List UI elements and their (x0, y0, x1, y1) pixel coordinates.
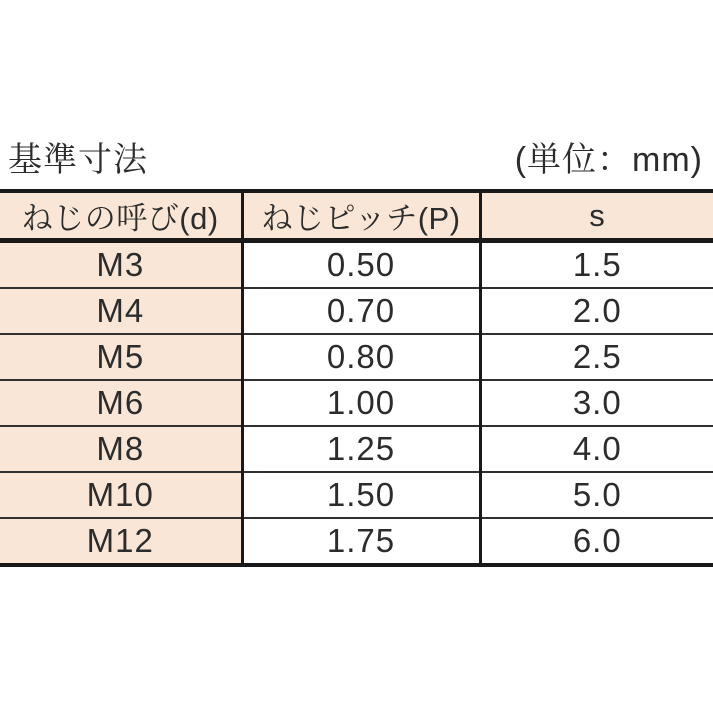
cell-s: 4.0 (480, 426, 713, 472)
cell-s: 5.0 (480, 472, 713, 518)
table-caption-row (8, 138, 703, 182)
cell-thread-size: M4 (0, 288, 242, 334)
table-row (0, 241, 713, 289)
cell-thread-size: M3 (0, 241, 242, 289)
table-row (0, 472, 713, 518)
table-row (0, 334, 713, 380)
table-row (0, 426, 713, 472)
table-row (0, 518, 713, 565)
unit-label: (単位：mm) (514, 141, 703, 179)
cell-s: 3.0 (480, 380, 713, 426)
table-title: 基準寸法 (8, 141, 148, 179)
table-row (0, 380, 713, 426)
column-header-pitch: ねじピッチ(P) (242, 191, 480, 241)
cell-thread-size: M10 (0, 472, 242, 518)
cell-pitch: 1.50 (242, 472, 480, 518)
cell-thread-size: M5 (0, 334, 242, 380)
cell-s: 1.5 (480, 241, 713, 289)
spec-table (0, 189, 713, 567)
cell-thread-size: M8 (0, 426, 242, 472)
table-row (0, 288, 713, 334)
cell-thread-size: M6 (0, 380, 242, 426)
cell-pitch: 1.75 (242, 518, 480, 565)
cell-pitch: 1.00 (242, 380, 480, 426)
column-header-s: s (480, 191, 713, 241)
cell-pitch: 0.70 (242, 288, 480, 334)
table-header-row (0, 191, 713, 241)
cell-pitch: 0.50 (242, 241, 480, 289)
cell-s: 2.0 (480, 288, 713, 334)
column-header-thread-size: ねじの呼び(d) (0, 191, 242, 241)
cell-pitch: 1.25 (242, 426, 480, 472)
cell-s: 2.5 (480, 334, 713, 380)
cell-thread-size: M12 (0, 518, 242, 565)
cell-pitch: 0.80 (242, 334, 480, 380)
cell-s: 6.0 (480, 518, 713, 565)
